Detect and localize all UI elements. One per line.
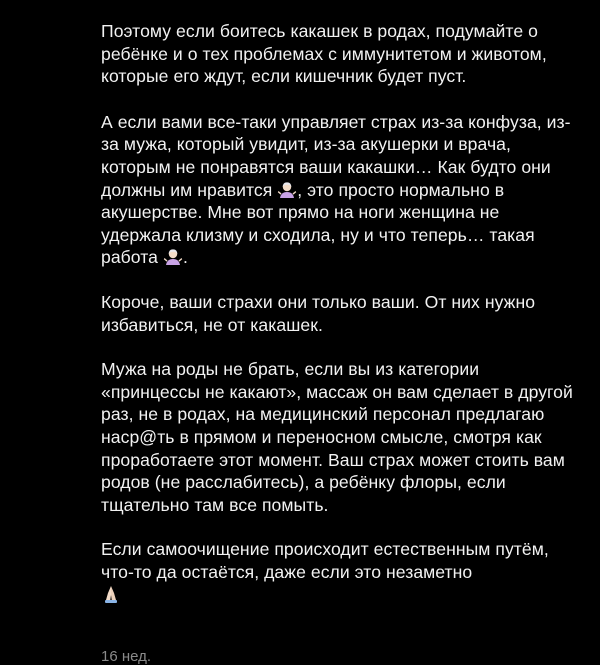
- paragraph-1: Поэтому если боитесь какашек в родах, подумайте о ребёнке и о тех проблемах с иммунитетом и животом, которые его ждут, если кишечник будет пуст.: [101, 21, 547, 87]
- woman-shrugging-icon: [277, 180, 297, 200]
- folded-hands-icon: [101, 584, 121, 604]
- paragraph-5-text: Если самоочищение происходит естественным путём, что-то да остаётся, даже если это незаметно: [101, 539, 549, 582]
- paragraph-3: Короче, ваши страхи они только ваши. От них нужно избавиться, не от какашек.: [101, 291, 536, 335]
- paragraph-2-part-b: , это просто нормально в акушерстве. Мне вот прямо на ноги женщина не удержала клизму и сходила, ну и что теперь… такая работа: [101, 179, 535, 268]
- paragraph-2: [101, 111, 581, 269]
- paragraph-5: [101, 538, 581, 606]
- paragraph-2-part-a: А если вами все-таки управляет страх из-за конфуза, из-за мужа, который увидит, из-за акушерки и врача, которым не понравятся ваши какашки… Как будто они должны им нравится: [101, 111, 571, 200]
- post-timestamp[interactable]: 16 нед.: [101, 648, 152, 665]
- post-body: [101, 20, 581, 628]
- paragraph-2-part-c: .: [182, 247, 188, 268]
- woman-shrugging-icon: [163, 247, 183, 267]
- paragraph-4: Мужа на роды не брать, если вы из категории «принцессы не какают», массаж он вам сделает в другой раз, не в родах, на медицинский персонал предлагаю нacр@ть в прямом и переносном смысле, смотря как проработаете этот момент. Ваш страх может стоить вам родов (не расслабитесь), а ребёнку флоры, если тщательно там все помыть.: [101, 359, 573, 515]
